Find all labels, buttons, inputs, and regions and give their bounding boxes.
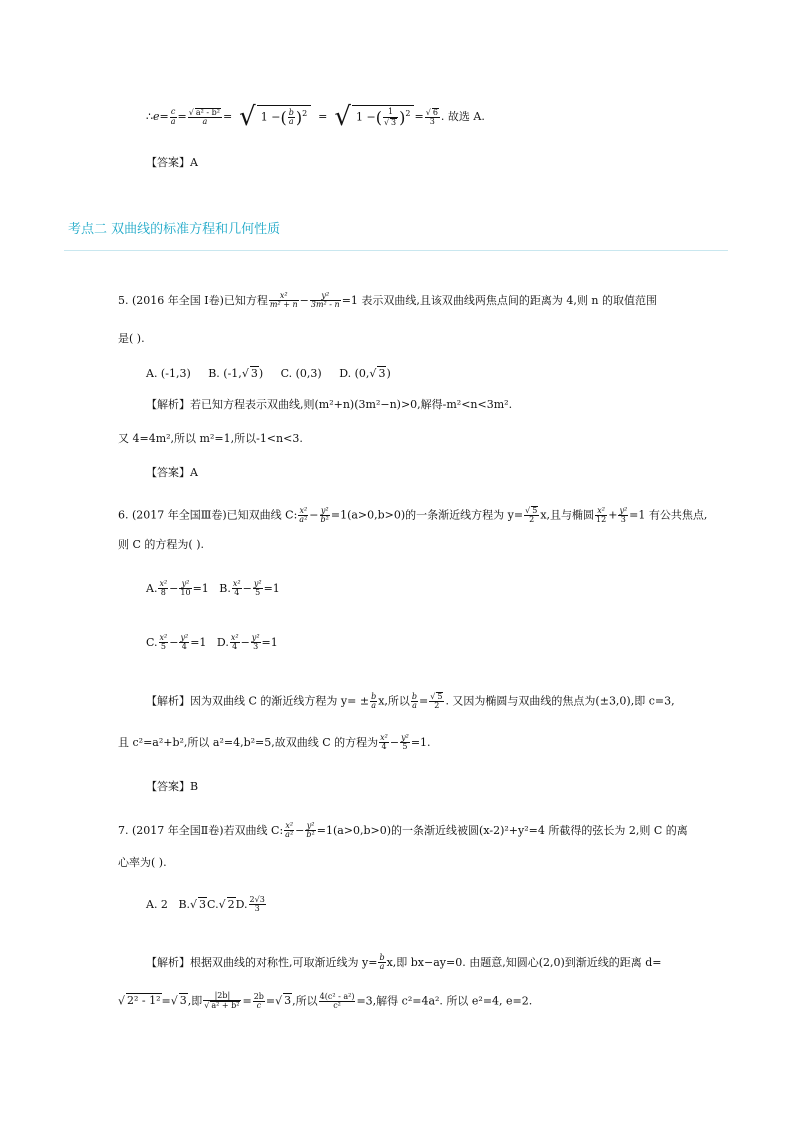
q5-stem-line1: 5. (2016 年全国 Ⅰ卷)已知方程 $\frac{\text{x²}}{\text{m² + n}}$ − $\frac{\text{y²}}{\text{3m² - n}}$ =1 表示双曲线,且该双曲线两焦点间的距离为 4,则 n 的取值范围 xyxy=(118,291,657,310)
fraction-c-over-a: $\frac{c}{a}$ xyxy=(170,107,176,126)
q6-option-a: A. $\frac{\text{x²}}{8}$ − $\frac{\text{y²}}{10}$ =1 xyxy=(146,579,209,598)
radical-sign-2: √ xyxy=(334,102,351,132)
q6-stem-line2: 则 C 的方程为( ). xyxy=(118,538,204,551)
q7-stem-line2: 心率为( ). xyxy=(118,856,167,869)
q6-option-d: D. $\frac{\text{x²}}{4}$ − $\frac{\text{y²}}{3}$ =1 xyxy=(216,633,278,652)
q7-option-b: B.√ 3 xyxy=(178,897,207,911)
q5-options xyxy=(146,366,391,380)
fraction-root6-over-3: $\frac{√ 6}{3}$ xyxy=(425,107,438,126)
q7-option-d: D. $\frac{2√3}{3}$ xyxy=(235,895,265,914)
fraction-sqrt-over-a: $\frac{\text{√ a² - b²}}{a}$ xyxy=(188,107,220,126)
q7-option-a: A. 2 xyxy=(146,897,168,911)
q5-option-d: D. (0,√ 3) xyxy=(339,367,391,380)
q5-option-b: B. (-1,√ 3) xyxy=(208,367,264,380)
q6-option-b: B. $\frac{\text{x²}}{4}$ − $\frac{\text{y²}}{5}$ =1 xyxy=(219,579,280,598)
q5-option-c: C. (0,3) xyxy=(280,367,322,380)
q6-stem-line1: 6. (2017 年全国Ⅲ卷)已知双曲线 C: $\frac{\text{x²}}{\text{a²}}$ − $\frac{\text{y²}}{\text{b²}}$ =1(a>0,b>0)的一条渐近线方程为 y= $\frac{√ 5}{2}$ x,且与椭圆 $\frac{\text{x²}}{12}$ + $\frac{\text{y²}}{3}$ =1 有公共焦点, xyxy=(118,505,708,525)
q5-answer: 【答案】A xyxy=(146,466,198,479)
q6-option-c: C. $\frac{\text{x²}}{5}$ − $\frac{\text{y²}}{4}$ =1 xyxy=(146,633,207,652)
q5-stem-line2: 是( ). xyxy=(118,332,145,345)
therefore-symbol: ∴ xyxy=(146,110,153,123)
section-divider xyxy=(64,250,728,251)
q7-option-c: C.√ 2 xyxy=(207,897,235,911)
answer-1: 【答案】A xyxy=(146,156,198,169)
radicand-1-over-root3: 1 −( $\frac{1}{√ 3}$ )$^2$ xyxy=(352,105,415,129)
q5-analysis-2: 又 4=4m²,所以 m²=1,所以-1<n<3. xyxy=(118,432,303,445)
q7-analysis-1: 【解析】根据双曲线的对称性,可取渐近线为 y= $\frac{b}{a}$ x,即 bx−ay=0. 由题意,知圆心(2,0)到渐近线的距离 d= xyxy=(146,953,662,972)
section-heading: 考点二 双曲线的标准方程和几何性质 xyxy=(68,222,281,237)
radical-sign: √ xyxy=(239,102,256,132)
eccentricity-formula-line: ∴e= $\frac{c}{a}$ = $\frac{\text{√ a² - b²}}{a}$ = √ 1 −( $\frac{b}{a}$ )$^2$ = √ 1 −( $\frac{1}{√ 3}$ )$^2$ = $\frac{√ 6}{3}$ . 故选 A. xyxy=(146,102,485,132)
q5-analysis-1: 【解析】若已知方程表示双曲线,则(m²+n)(3m²−n)>0,解得-m²<n<3m². xyxy=(146,398,513,411)
q6-options-row2 xyxy=(146,634,278,652)
q5-option-a: A. (-1,3) xyxy=(146,367,191,380)
q6-analysis-2: 且 c²=a²+b²,所以 a²=4,b²=5,故双曲线 C 的方程为 $\frac{\text{x²}}{4}$ − $\frac{\text{y²}}{5}$ =1. xyxy=(118,733,431,752)
q7-stem-line1: 7. (2017 年全国Ⅱ卷)若双曲线 C: $\frac{\text{x²}}{\text{a²}}$ − $\frac{\text{y²}}{\text{b²}}$ =1(a>0,b>0)的一条渐近线被圆(x-2)²+y²=4 所截得的弦长为 2,则 C 的离 xyxy=(118,821,688,840)
q6-options-row1 xyxy=(146,580,280,598)
q6-answer: 【答案】B xyxy=(146,780,199,793)
radicand-b-over-a: 1 −( $\frac{b}{a}$ )$^2$ xyxy=(257,105,311,129)
q6-analysis-1: 【解析】因为双曲线 C 的渐近线方程为 y= ± $\frac{b}{a}$ x,所以 $\frac{b}{a}$ = $\frac{√ 5}{2}$ . 又因为椭圆与双曲线的焦点为(±3,0),即 c=3, xyxy=(146,691,675,711)
q7-options xyxy=(146,896,267,914)
q7-analysis-2: √ 2² - 1²=√ 3,即 $\frac{|2b|}{\text{√ a² + b²}}$ = $\frac{2b}{c}$ =√ 3,所以 $\frac{\text{4(c² - a²)}}{\text{c²}}$ =3,解得 c²=4a². 所以 e²=4, e=2. xyxy=(118,991,533,1011)
